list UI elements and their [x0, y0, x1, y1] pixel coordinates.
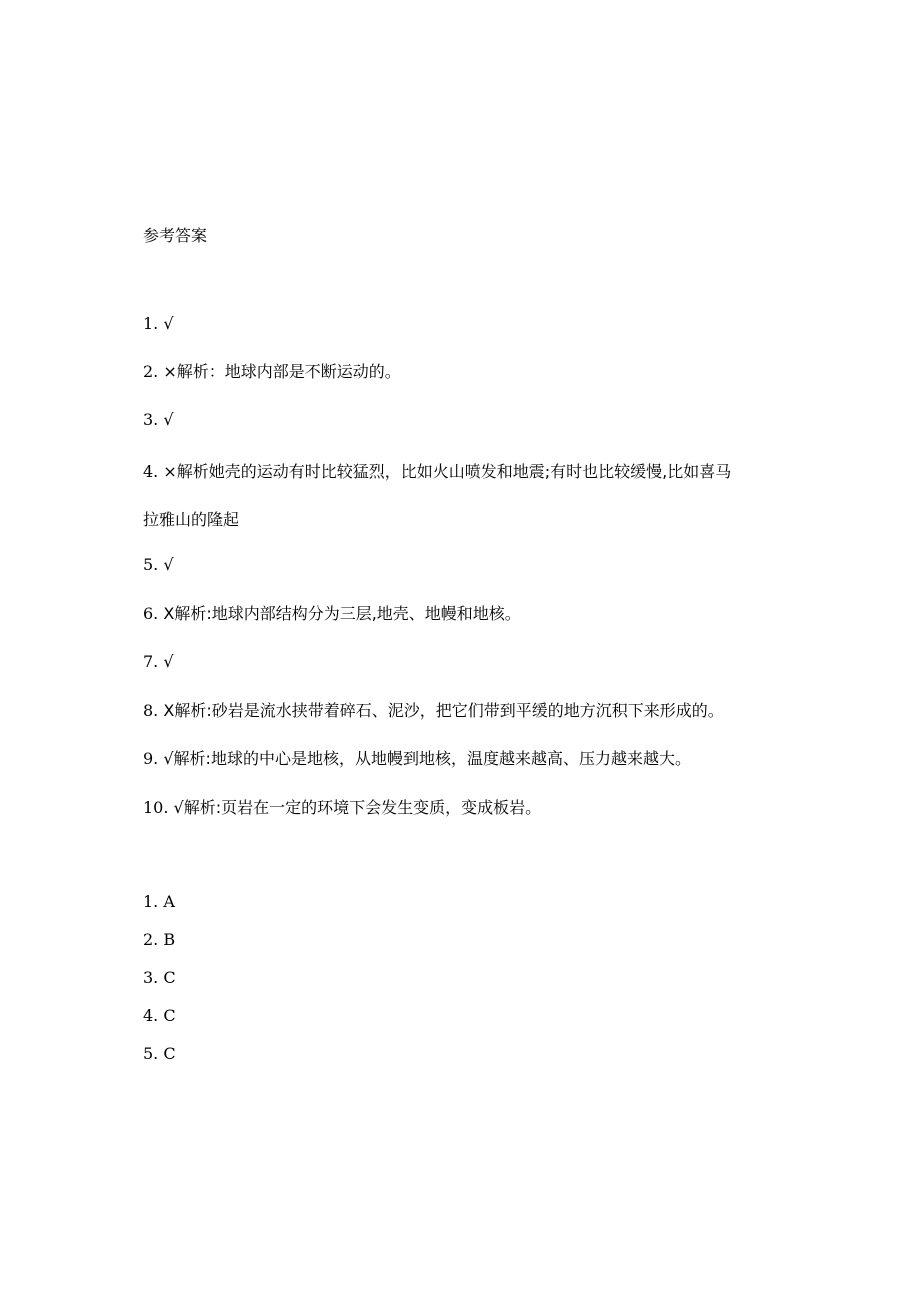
item-number: 2.	[143, 930, 159, 949]
judgment-item-1	[143, 313, 174, 335]
item-answer: X解析:砂岩是流水挟带着碎石、泥沙，把它们带到平缓的地方沉积下来形成的。	[163, 701, 724, 720]
judgment-item-4-continuation: 拉雅山的隆起	[143, 510, 240, 529]
item-answer: √	[163, 555, 174, 574]
item-number: 9.	[143, 749, 159, 768]
item-answer: √解析:地球的中心是地核，从地幔到地核，温度越来越高、压力越来越大。	[163, 749, 691, 768]
choice-item-2	[143, 929, 175, 951]
item-answer: √	[163, 410, 174, 429]
judgment-item-7	[143, 651, 174, 673]
judgment-item-4	[143, 461, 731, 483]
judgment-item-2	[143, 361, 401, 383]
judgment-item-5	[143, 554, 174, 576]
item-answer: C	[163, 968, 176, 987]
choice-item-5	[143, 1043, 176, 1065]
item-number: 2.	[143, 362, 159, 381]
item-number: 1.	[143, 314, 159, 333]
item-number: 4.	[143, 1006, 159, 1025]
page-title: 参考答案	[143, 226, 208, 245]
judgment-item-3	[143, 409, 174, 431]
choice-item-1	[143, 891, 175, 913]
judgment-item-8	[143, 700, 724, 722]
item-number: 4.	[143, 462, 159, 481]
item-answer: √解析:页岩在一定的环境下会发生变质，变成板岩。	[173, 798, 542, 817]
choice-item-4	[143, 1005, 176, 1027]
item-number: 10.	[143, 798, 169, 817]
item-answer: B	[163, 930, 176, 949]
item-answer: √	[163, 652, 174, 671]
judgment-item-10	[143, 797, 541, 819]
judgment-item-6	[143, 603, 521, 625]
item-number: 3.	[143, 968, 159, 987]
item-answer: A	[163, 892, 175, 911]
judgment-item-9	[143, 748, 691, 770]
item-answer: C	[163, 1044, 176, 1063]
item-number: 3.	[143, 410, 159, 429]
item-number: 6.	[143, 604, 159, 623]
item-number: 5.	[143, 555, 159, 574]
item-answer: ×解析：地球内部是不断运动的。	[163, 362, 401, 381]
item-answer: ×解析她壳的运动有时比较猛烈，比如火山喷发和地震;有时也比较缓慢,比如喜马	[163, 462, 732, 481]
item-number: 1.	[143, 892, 159, 911]
choice-item-3	[143, 967, 176, 989]
item-answer: √	[163, 314, 174, 333]
item-answer: X解析:地球内部结构分为三层,地壳、地幔和地核。	[163, 604, 521, 623]
item-number: 5.	[143, 1044, 159, 1063]
item-number: 8.	[143, 701, 159, 720]
item-number: 7.	[143, 652, 159, 671]
item-answer: C	[163, 1006, 176, 1025]
